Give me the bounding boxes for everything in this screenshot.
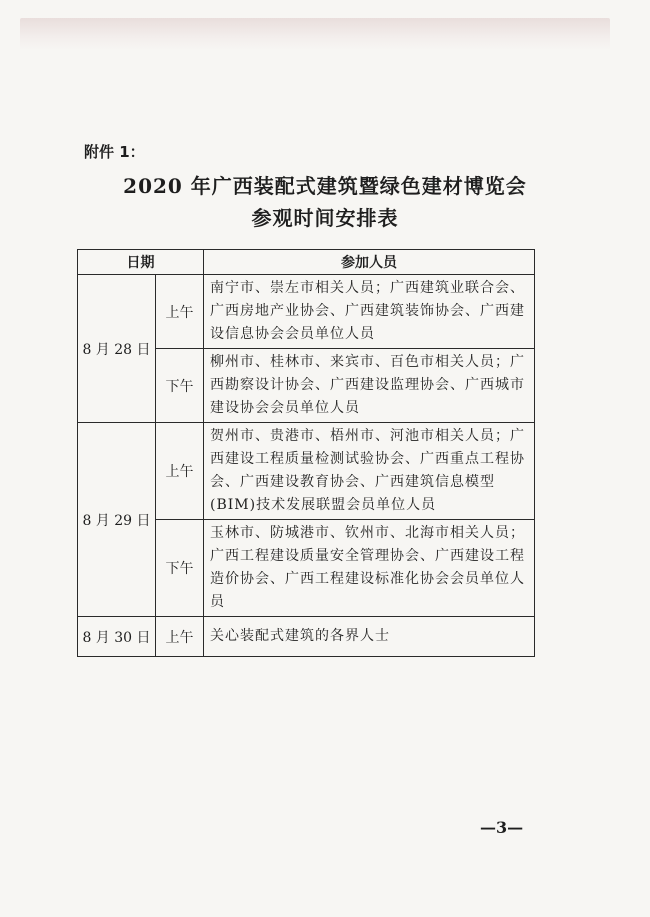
document-subtitle: 参观时间安排表 — [251, 206, 399, 230]
page-number: —3— — [480, 818, 524, 837]
people-cell: 南宁市、崇左市相关人员；广西建筑业联合会、广西房地产业协会、广西建筑装饰协会、广西建设信息协会会员单位人员 — [204, 275, 535, 349]
table-row — [78, 617, 535, 657]
table-row — [78, 423, 535, 520]
period-cell: 上午 — [156, 423, 204, 520]
period-cell: 上午 — [156, 617, 204, 657]
period-cell: 上午 — [156, 275, 204, 349]
scan-top-band — [20, 18, 610, 50]
attachment-label: 附件 1： — [84, 143, 145, 161]
table-row — [78, 275, 535, 349]
people-cell: 柳州市、桂林市、来宾市、百色市相关人员；广西勘察设计协会、广西建设监理协会、广西城市建设协会会员单位人员 — [204, 349, 535, 423]
schedule-table — [77, 249, 535, 657]
people-cell: 关心装配式建筑的各界人士 — [204, 617, 535, 657]
people-cell: 贺州市、贵港市、梧州市、河池市相关人员；广西建设工程质量检测试验协会、广西重点工程协会、广西建设教育协会、广西建筑信息模型(BIM)技术发展联盟会员单位人员 — [204, 423, 535, 520]
period-cell: 下午 — [156, 349, 204, 423]
document-title: 2020 年广西装配式建筑暨绿色建材博览会 — [123, 174, 527, 198]
people-cell: 玉林市、防城港市、钦州市、北海市相关人员；广西工程建设质量安全管理协会、广西建设工程造价协会、广西工程建设标准化协会会员单位人员 — [204, 520, 535, 617]
period-cell: 下午 — [156, 520, 204, 617]
date-cell: 8 月 28 日 — [78, 275, 156, 423]
date-cell: 8 月 29 日 — [78, 423, 156, 617]
table-header-row — [78, 250, 535, 275]
header-people: 参加人员 — [204, 250, 535, 275]
header-date: 日期 — [78, 250, 204, 275]
date-cell: 8 月 30 日 — [78, 617, 156, 657]
